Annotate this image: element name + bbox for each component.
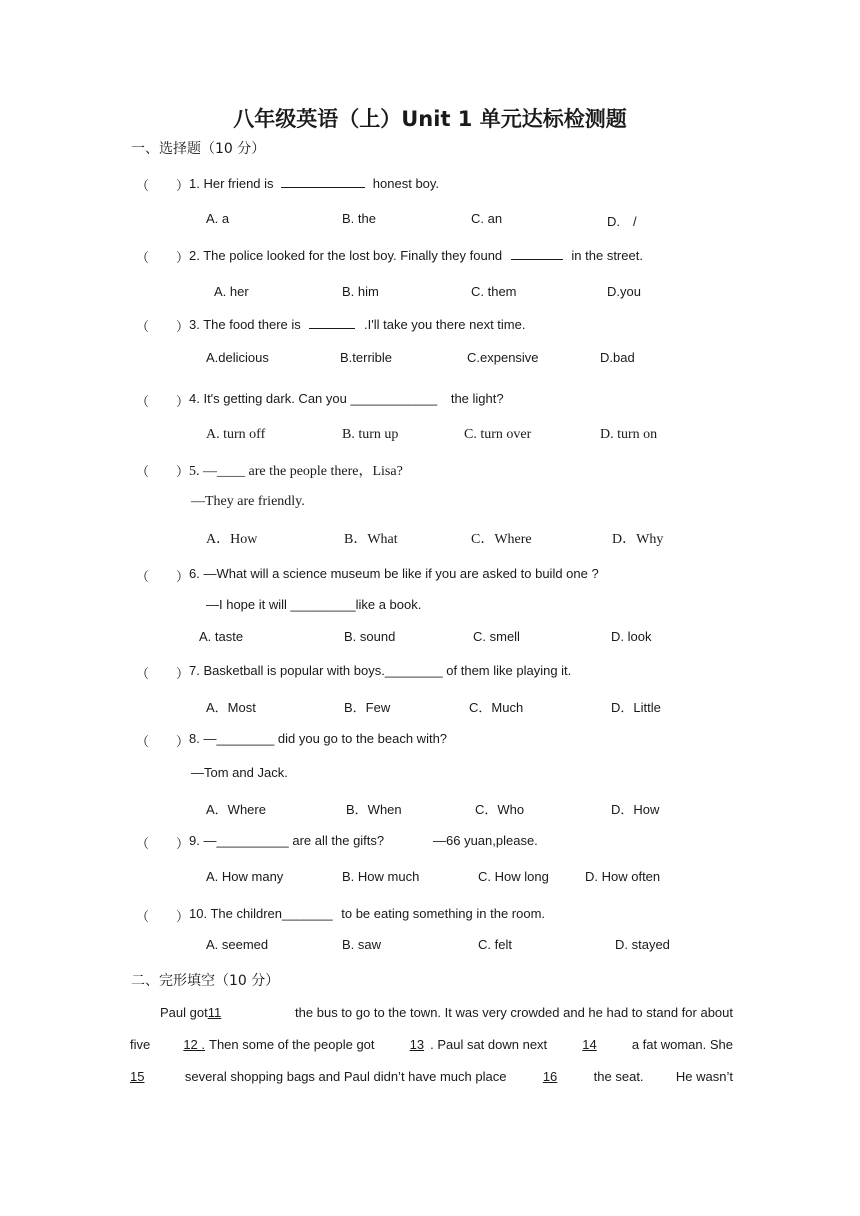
option-b: B．Few (344, 700, 391, 715)
option-a: A．Where (206, 802, 266, 817)
option-d: D．How (611, 802, 660, 817)
blank-14: 14 (582, 1037, 597, 1052)
blank-13: 13 (409, 1037, 425, 1052)
option-a: A. seemed (206, 937, 269, 952)
answer-blank (511, 247, 563, 260)
option-c: C. How long (478, 869, 549, 884)
question-text: .I'll take you there next time. (364, 317, 526, 332)
option-c: C. them (471, 284, 517, 299)
question-6-reply: —I hope it will _________like a book. (206, 597, 422, 612)
option-d: D．Why (612, 532, 664, 547)
option-c: C．Much (469, 700, 524, 715)
question-9: 9. —__________ are all the gifts? (189, 833, 385, 848)
option-b: B. sound (344, 629, 396, 644)
answer-paren-open: （ (136, 178, 150, 193)
answer-paren-close: ） (176, 836, 190, 851)
option-d: D. look (611, 629, 652, 644)
passage-text: the bus to go to the town. It was very crowded and he had to stand for about (295, 1005, 733, 1020)
passage-text: Paul got (160, 1005, 208, 1020)
question-7: 7. Basketball is popular with boys.________ of them like playing it. (189, 663, 572, 678)
option-d: D. stayed (615, 937, 670, 952)
option-a: A. her (214, 284, 249, 299)
answer-paren-close: ） (176, 734, 190, 749)
option-a: A. a (206, 211, 230, 226)
question-text: 1. Her friend is (189, 176, 274, 191)
question-text: in the street. (571, 248, 643, 263)
question-text: 4. It's getting dark. Can you ____________ (189, 391, 438, 406)
passage-text: the seat. (593, 1069, 644, 1084)
option-c: C. turn over (464, 427, 532, 442)
answer-paren-open: （ (136, 250, 150, 265)
passage-text: a fat woman. She (631, 1037, 733, 1052)
blank-16: 16 (542, 1069, 558, 1084)
option-b: B. the (342, 211, 376, 226)
option-b: B．What (344, 532, 398, 547)
option-a: A. taste (199, 629, 244, 644)
passage-text: . Paul sat down next (430, 1037, 548, 1052)
option-a: A．How (206, 532, 258, 547)
answer-paren-close: ） (176, 250, 190, 265)
question-text: the light? (450, 391, 504, 406)
option-b: B．When (346, 802, 402, 817)
option-c: C. smell (473, 629, 520, 644)
question-3 (189, 316, 525, 332)
option-c: C. an (471, 211, 503, 226)
section-heading-choice: 一、选择题（10 分） (131, 141, 266, 157)
section-heading-cloze: 二、完形填空（10 分） (131, 973, 280, 989)
question-5-reply: —They are friendly. (191, 494, 305, 509)
answer-paren-close: ） (176, 178, 190, 193)
option-d: D.you (607, 284, 641, 299)
question-text: 2. The police looked for the lost boy. Finally they found (189, 248, 503, 263)
answer-blank (309, 316, 355, 329)
answer-paren-close: ） (176, 319, 190, 334)
option-b: B. turn up (342, 427, 399, 442)
answer-paren-close: ） (176, 394, 190, 409)
question-text: honest boy. (372, 176, 440, 191)
option-d: D.bad (600, 350, 635, 365)
passage-line-2 (130, 1037, 733, 1052)
option-c: C．Where (471, 532, 532, 547)
option-d: D. turn on (600, 427, 658, 442)
answer-blank (281, 175, 365, 188)
passage-line-1 (130, 1005, 733, 1020)
question-6: 6. —What will a science museum be like if you are asked to build one ? (189, 566, 599, 581)
option-a: A. How many (206, 869, 284, 884)
question-8: 8. —________ did you go to the beach with? (189, 731, 448, 746)
blank-15: 15 (130, 1069, 145, 1084)
answer-paren-close: ） (176, 909, 190, 924)
passage-text: Then some of the people got (209, 1037, 375, 1052)
option-a: A.delicious (206, 350, 269, 365)
question-5: 5. —____ are the people there，Lisa? (189, 464, 403, 479)
answer-paren-open: （ (136, 394, 150, 409)
question-text: 10. The children_______ (189, 906, 333, 921)
passage-text: five (130, 1037, 151, 1052)
question-2 (189, 247, 643, 263)
page-title: 八年级英语（上）Unit 1 单元达标检测题 (233, 107, 627, 131)
question-1 (189, 175, 439, 191)
option-d: D. How often (585, 869, 661, 884)
answer-paren-close: ） (176, 666, 190, 681)
question-10 (189, 906, 545, 921)
option-a: A. turn off (206, 427, 266, 442)
option-c: C. felt (478, 937, 512, 952)
blank-12: 12 . (183, 1037, 206, 1052)
option-d: D．Little (611, 700, 661, 715)
answer-paren-open: （ (136, 909, 150, 924)
option-b: B. saw (342, 937, 382, 952)
answer-paren-open: （ (136, 464, 150, 479)
option-b: B. How much (342, 869, 420, 884)
cloze-passage (130, 1005, 733, 1095)
option-c: C.expensive (467, 350, 539, 365)
option-d: D. / (607, 214, 637, 229)
option-c: C．Who (475, 802, 525, 817)
answer-paren-open: （ (136, 666, 150, 681)
answer-paren-open: （ (136, 569, 150, 584)
blank-11: 11 (207, 1005, 222, 1020)
question-4 (189, 391, 504, 406)
answer-paren-open: （ (136, 836, 150, 851)
passage-line-3 (130, 1069, 733, 1084)
question-8-reply: —Tom and Jack. (191, 765, 288, 780)
option-b: B. him (342, 284, 379, 299)
question-text: to be eating something in the room. (341, 906, 546, 921)
passage-text: He wasn’t (675, 1069, 733, 1084)
answer-paren-open: （ (136, 319, 150, 334)
answer-paren-open: （ (136, 734, 150, 749)
question-9-reply: —66 yuan,please. (433, 833, 538, 848)
passage-text: several shopping bags and Paul didn’t have much place (184, 1069, 507, 1084)
question-text: 3. The food there is (189, 317, 301, 332)
option-a: A．Most (206, 700, 256, 715)
answer-paren-close: ） (176, 464, 190, 479)
option-b: B.terrible (340, 350, 393, 365)
answer-paren-close: ） (176, 569, 190, 584)
